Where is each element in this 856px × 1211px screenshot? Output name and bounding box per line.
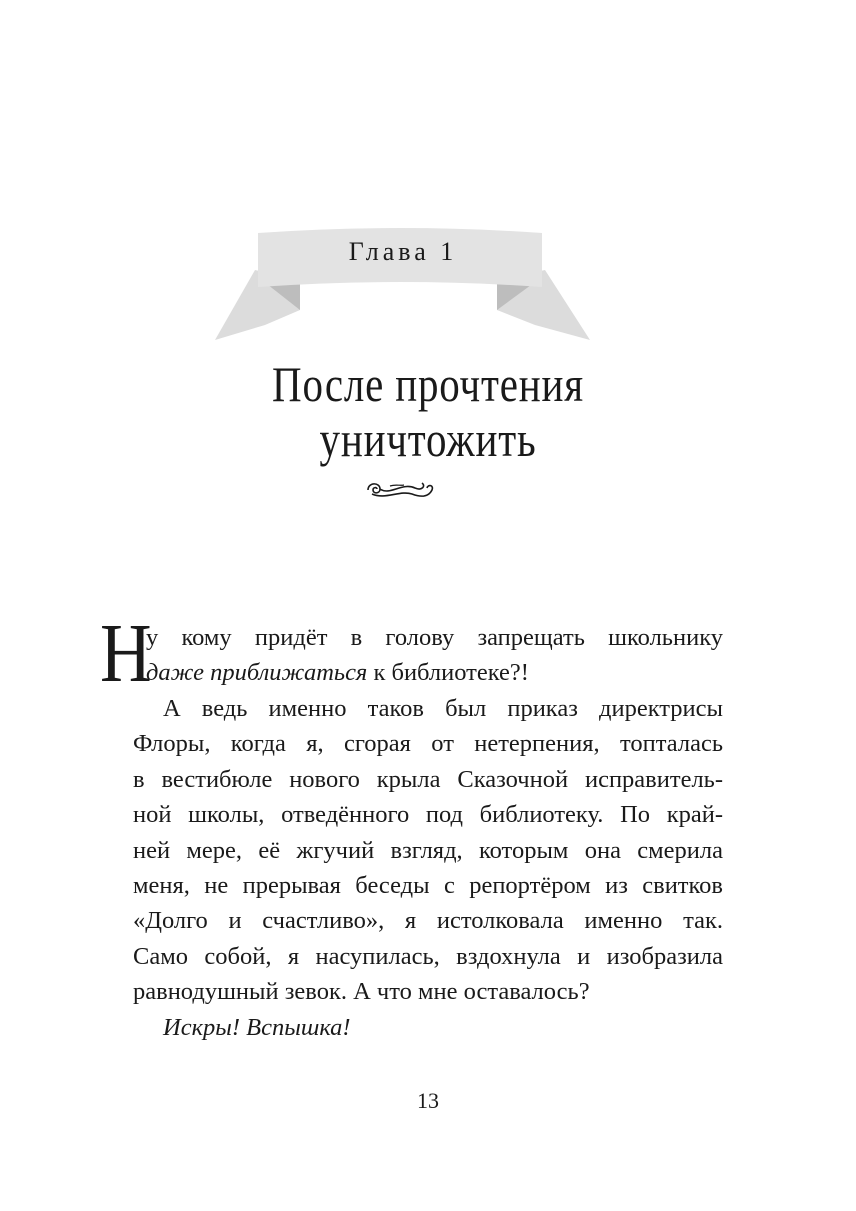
paragraph-2-line: «Долго и счастливо», я истолковала именно так. [133,907,723,935]
paragraph-2-line: меня, не прерывая беседы с репортёром из свитков [133,872,723,900]
paragraph-2-line: Флоры, когда я, сгорая от нетерпения, топталась [133,730,723,758]
paragraph-2-line: А ведь именно таков был приказ директрисы [163,695,723,722]
paragraph-1 [146,620,723,691]
paragraph-2-line: ной школы, отведённого под библиотеку. По край- [133,801,723,829]
emphasis-text: даже приближаться [146,659,368,687]
paragraph-2-line: равнодушный зевок. А что мне оставалось? [133,978,590,1006]
paragraph-1-line-1: у кому придёт в голову запрещать школьнику [146,624,723,651]
chapter-title-line-2: уничтожить [319,411,537,467]
page-number: 13 [417,1088,439,1113]
paragraph-1-line-2-rest: к библиотеке?! [367,659,529,687]
drop-cap: Н [100,607,152,700]
paragraph-2-line: в вестибюле нового крыла Сказочной исправитель- [133,765,723,793]
chapter-label: Глава 1 [348,237,458,266]
flourish-ornament [360,474,440,504]
paragraph-3-line: Искры! Вспышка! [163,1014,351,1041]
paragraph-2-line: ней мере, её жгучий взгляд, которым она смерила [133,836,723,864]
chapter-title-line-1: После прочтения [272,356,584,412]
paragraph-2-line: Само собой, я насупилась, вздохнула и изобразила [133,942,723,970]
paragraph-2 [133,691,723,1010]
paragraph-3 [133,1010,723,1045]
paragraph-1-line-2 [146,655,723,690]
